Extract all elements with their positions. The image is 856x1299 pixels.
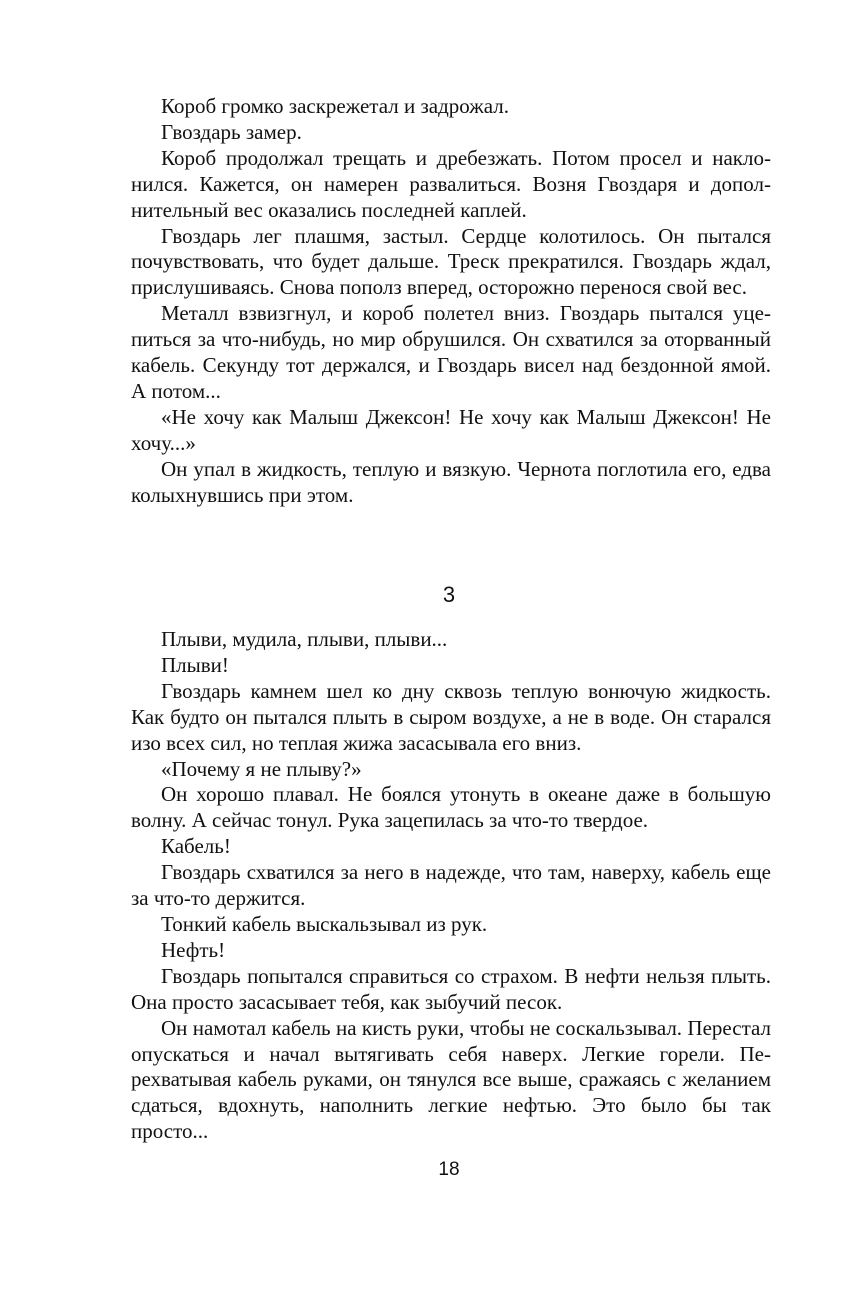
- paragraph: Он намотал кабель на кисть руки, чтобы не соскальзывал. Перестал опускаться и начал вытягивать себя наверх. Легкие горели. Перехватывая кабель руками, он тянулся все выше, сражаясь с желанием сдаться, вдохнуть, наполнить легкие нефтью. Это было бы так просто...: [131, 1015, 771, 1144]
- paragraph: Гвоздарь замер.: [161, 119, 302, 144]
- paragraph: Гвоздарь камнем шел ко дну сквозь теплую вонючую жидкость. Как будто он пытался плыть в сыром воздухе, а не в воде. Он старался изо всех сил, но теплая жижа засасывала его вниз.: [131, 678, 771, 755]
- paragraph: Нефть!: [161, 937, 226, 962]
- paragraph: Он хорошо плавал. Не боялся утонуть в океане даже в большую волну. А сейчас тонул. Рука зацепилась за что-то твердое.: [131, 782, 771, 833]
- paragraph: Короб громко заскрежетал и задрожал.: [161, 94, 509, 118]
- page-number: 18: [438, 1159, 460, 1180]
- paragraph: Тонкий кабель выскальзывал из рук.: [161, 911, 488, 936]
- paragraph: Плыви!: [161, 652, 229, 677]
- paragraph: Гвоздарь схватился за него в надежде, что там, наверху, кабель еще за что-то держится.: [131, 860, 771, 911]
- text-block-after-chapter: [131, 627, 771, 1145]
- paragraph: Гвоздарь лег плашмя, застыл. Сердце колотилось. Он пытался почувствовать, что будет дальше. Треск прекратился. Гвоздарь ждал, прислушиваясь. Снова пополз вперед, осторожно перенося свой вес.: [131, 223, 771, 300]
- paragraph: «Не хочу как Малыш Джексон! Не хочу как Малыш Джексон! Не хочу...»: [131, 404, 771, 455]
- paragraph: Плыви, мудила, плыви, плыви...: [161, 627, 448, 651]
- paragraph: Гвоздарь попытался справиться со страхом. В нефти нельзя плыть. Она просто засасывает тебя, как зыбучий песок.: [131, 963, 771, 1014]
- paragraph: Короб продолжал трещать и дребезжать. Потом просел и наклонился. Кажется, он намерен развалиться. Возня Гвоздаря и дополнительный вес оказались последней каплей.: [131, 145, 771, 222]
- paragraph: Кабель!: [161, 834, 231, 859]
- paragraph: Металл взвизгнул, и короб полетел вниз. Гвоздарь пытался уцепиться за что-нибудь, но мир обрушился. Он схватился за оторванный кабель. Секунду тот держался, и Гвоздарь висел над бездонной ямой. А потом...: [131, 301, 771, 403]
- text-block-before-chapter: [131, 94, 771, 509]
- chapter-number: 3: [442, 582, 456, 607]
- paragraph: Он упал в жидкость, теплую и вязкую. Чернота поглотила его, едва колыхнувшись при этом.: [131, 456, 771, 507]
- paragraph: «Почему я не плыву?»: [161, 756, 362, 781]
